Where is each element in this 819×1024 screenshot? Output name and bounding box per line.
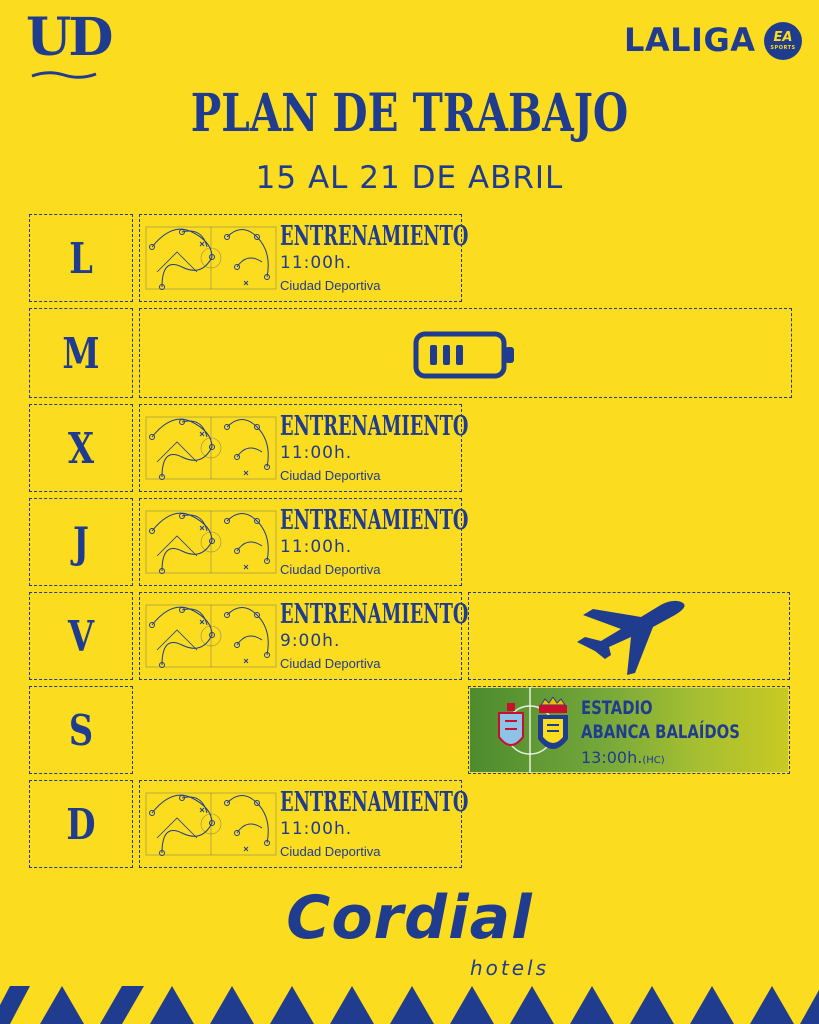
battery-charging-icon	[413, 331, 519, 379]
training-time: 11:00h.	[280, 537, 353, 557]
tactics-drawing-icon	[142, 501, 278, 581]
rest-box-tuesday	[139, 308, 792, 398]
training-title: ENTRENAMIENTO	[280, 221, 469, 252]
sponsor-logo: Cordial	[286, 883, 533, 953]
match-time	[581, 750, 665, 766]
day-box-monday	[29, 214, 133, 302]
day-box-tuesday	[29, 308, 133, 398]
training-time: 9:00h.	[280, 631, 341, 651]
page-subtitle: 15 AL 21 DE ABRIL	[255, 160, 564, 196]
travel-box-friday	[468, 592, 790, 680]
training-title: ENTRENAMIENTO	[280, 787, 469, 818]
ea-badge-text: EA	[773, 30, 793, 45]
training-time: 11:00h.	[280, 443, 353, 463]
day-letter-thursday: J	[73, 517, 89, 567]
match-time-value: 13:00h.	[581, 748, 643, 767]
day-box-sunday	[29, 780, 133, 868]
training-title: ENTRENAMIENTO	[280, 505, 469, 536]
training-time: 11:00h.	[280, 819, 353, 839]
training-title: ENTRENAMIENTO	[280, 411, 469, 442]
day-letter-wednesday: X	[67, 423, 95, 473]
sponsor-logo-sub: hotels	[470, 956, 550, 980]
day-letter-monday: L	[69, 233, 93, 283]
day-letter-sunday: D	[66, 799, 96, 849]
las-palmas-crest-icon	[535, 697, 571, 761]
training-place: Ciudad Deportiva	[280, 278, 381, 293]
ea-badge-subtext: SPORTS	[770, 45, 796, 51]
training-place: Ciudad Deportiva	[280, 562, 381, 577]
training-place: Ciudad Deportiva	[280, 656, 381, 671]
tactics-drawing-icon	[142, 783, 278, 863]
page-title: PLAN DE TRABAJO	[190, 83, 629, 144]
training-box-monday	[139, 214, 469, 302]
tactics-drawing-icon	[142, 595, 278, 675]
day-box-friday	[29, 592, 133, 680]
day-box-thursday	[29, 498, 133, 586]
day-letter-saturday: S	[68, 705, 94, 755]
day-letter-friday: V	[67, 611, 95, 661]
bottom-stripe-pattern	[0, 986, 819, 1024]
day-letter-tuesday: M	[62, 328, 100, 378]
tactics-drawing-icon	[142, 407, 278, 487]
training-box-friday	[139, 592, 469, 680]
airplane-icon	[571, 597, 689, 677]
tactics-drawing-icon	[142, 217, 278, 297]
day-box-saturday	[29, 686, 133, 774]
match-box-saturday	[468, 686, 790, 774]
club-logo-wave	[30, 70, 98, 80]
match-venue-line2: ABANCA BALAÍDOS	[581, 721, 740, 743]
training-box-sunday	[139, 780, 469, 868]
ea-sports-badge	[764, 22, 802, 60]
club-logo: UD	[26, 7, 111, 68]
match-venue-line1: ESTADIO	[581, 697, 653, 719]
day-box-wednesday	[29, 404, 133, 492]
training-box-thursday	[139, 498, 469, 586]
match-time-note: (HC)	[642, 755, 665, 766]
celta-crest-icon	[497, 703, 525, 755]
league-logo: LALIGA	[624, 21, 756, 59]
training-box-wednesday	[139, 404, 469, 492]
training-place: Ciudad Deportiva	[280, 844, 381, 859]
training-place: Ciudad Deportiva	[280, 468, 381, 483]
training-time: 11:00h.	[280, 253, 353, 273]
training-title: ENTRENAMIENTO	[280, 599, 469, 630]
